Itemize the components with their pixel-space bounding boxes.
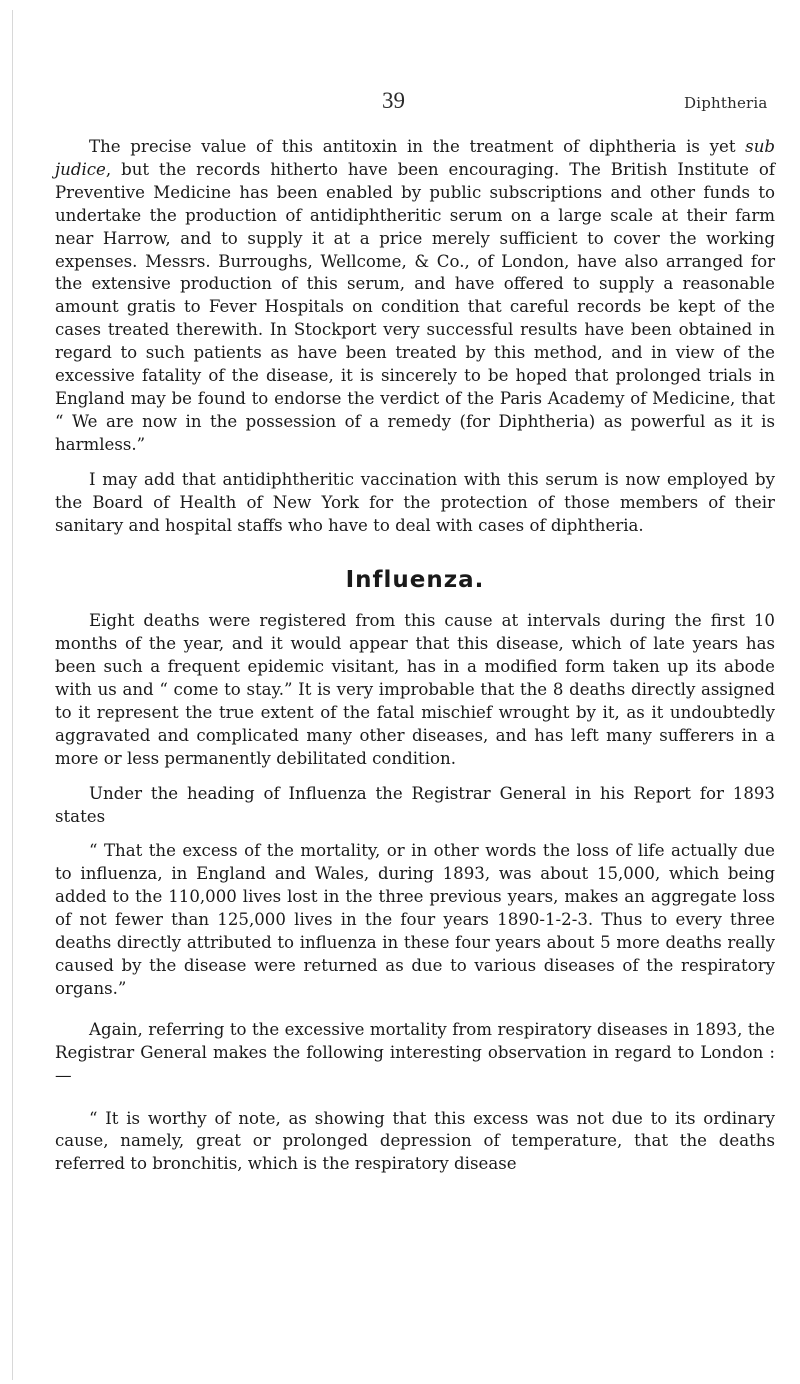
italic-phrase: sub judice (55, 137, 775, 179)
page-number: 39 (382, 88, 405, 113)
quotation-mortality-excess: “ That the excess of the mortality, or in other words the loss of life actually due to influenza, in England and Wales, during 1893, was about 15,000, which being added to the 110,000 lives lost in the three previous years, makes an aggregate loss of not fewer than 125,000 lives in the four years 1890-1-2-3. Thus to every three deaths directly attributed to influenza in these four years about 5 more deaths really caused by the disease were returned as due to various diseases of the respiratory organs.” (55, 841, 775, 998)
paragraph-influenza-deaths: Eight deaths were registered from this cause at intervals during the first 10 months of the year, and it would appear that this disease, which of late years has been such a frequent epidemic visitant, has in a modified form taken up its abode with us and “ come to stay.” It is very improbable that the 8 deaths directly assigned to it represent the true extent of the fatal mischief wrought by it, as it undoubtedly aggravated and complicated many other diseases, and has left many sufferers in a more or less permanently debilitated condition. (55, 611, 775, 768)
page-header (0, 88, 800, 128)
section-heading-influenza: Influenza. (345, 567, 485, 594)
paragraph-text: The precise value of this antitoxin in the treatment of diphtheria is yet (89, 137, 746, 156)
paragraph-new-york-vaccination: I may add that antidiphtheritic vaccination with this serum is now employed by the Board of Health of New York for the protection of those members of their sanitary and hospital staffs who have to deal with cases of diphtheria. (55, 469, 775, 535)
running-head: Diphtheria (684, 94, 768, 112)
paragraph-text: , but the records hitherto have been encouraging. The British Institute of Preventive Medicine has been enabled by public subscriptions and other funds to undertake the production of antidiphtheritic serum on a large scale at their farm near Harrow, and to supply it at a price merely sufficient to cover the working expenses. Messrs. Burroughs, Wellcome, & Co., of London, have also arranged for the extensive production of this serum, and have offered to supply a reasonable amount gratis to Fever Hospitals on condition that careful records be kept of the cases treated therewith. In Stockport very successful results have been obtained in regard to such patients as have been treated by this method, and in view of the excessive fatality of the disease, it is sincerely to be hoped that prolonged trials in England may be found to endorse the verdict of the Paris Academy of Medicine, that “ We are now in the possession of a remedy (for Diphtheria) as powerful as it is harmless.” (55, 159, 775, 454)
paragraph-registrar-report: Under the heading of Influenza the Registrar General in his Report for 1893 states (55, 783, 775, 826)
page-body (55, 136, 775, 1176)
paragraph-respiratory-mortality: Again, referring to the excessive mortality from respiratory diseases in 1893, the Registrar General makes the following interesting observation in regard to London :— (55, 1019, 775, 1085)
quotation-london-observation: “ It is worthy of note, as showing that this excess was not due to its ordinary cause, namely, great or prolonged depression of temperature, that the deaths referred to bronchitis, which is the respiratory disease (55, 1108, 775, 1174)
paragraph-antitoxin-value (55, 136, 775, 457)
page-edge-shadow (12, 10, 13, 1380)
